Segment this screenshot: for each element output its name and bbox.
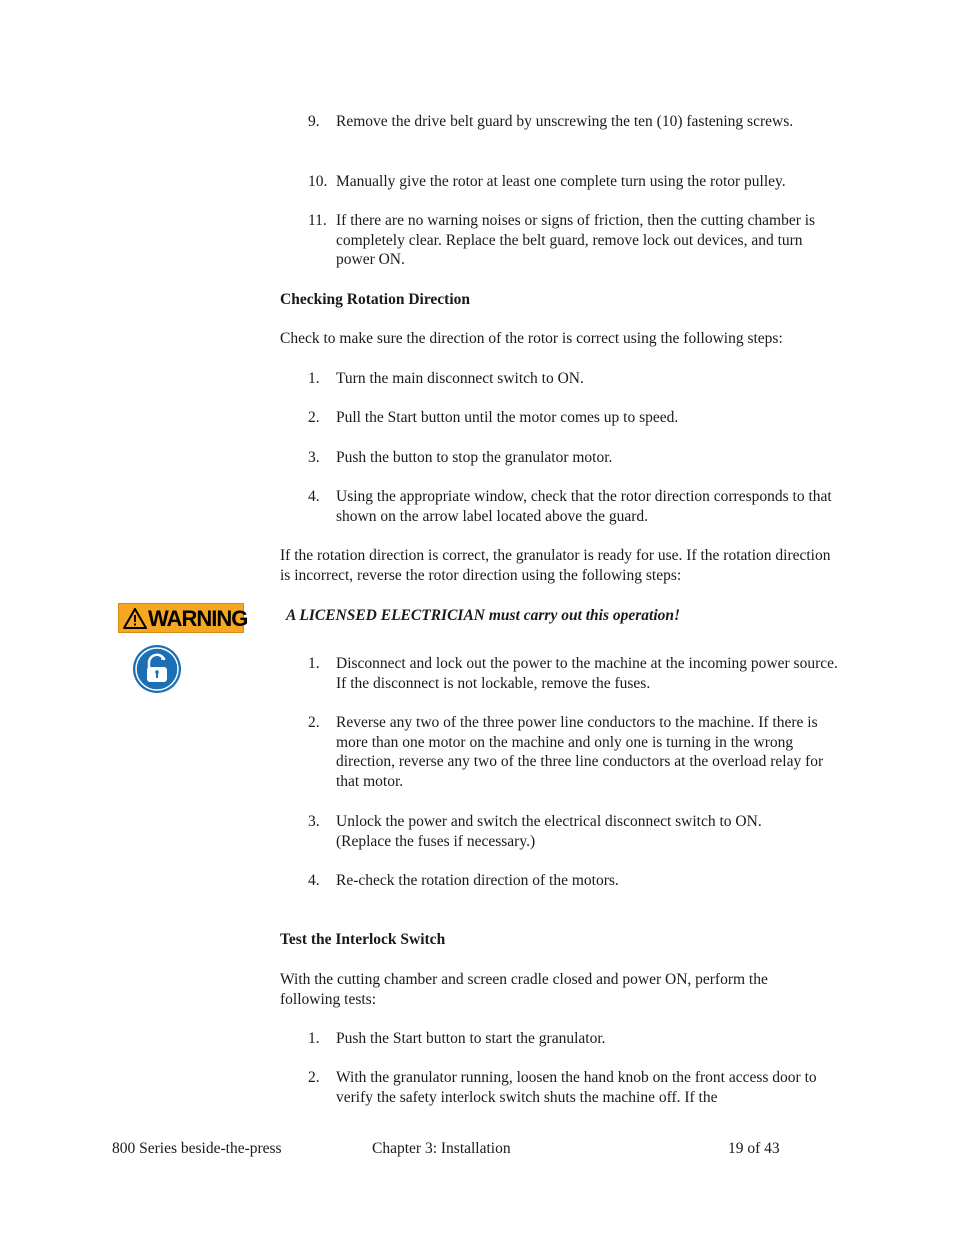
list-text: Using the appropriate window, check that the rotor direction corresponds to that shown on the arrow label located above the guard. [336,488,832,525]
warning-label: WARNING [148,606,248,631]
list-number: 1. [308,655,320,672]
list-number: 10. [308,173,328,190]
list-text: Pull the Start button until the motor comes up to speed. [336,409,679,426]
list-number: 1. [308,370,320,387]
list-text: Reverse any two of the three power line conductors to the machine. If there is more than one motor on the machine and only one is turning in the wrong direction, reverse any two of the three line conductors at the overload relay for that motor. [336,714,824,791]
section-heading-rotation: Checking Rotation Direction [280,291,471,308]
list-number: 3. [308,813,320,830]
list-number: 4. [308,488,320,505]
list-text: Re-check the rotation direction of the motors. [336,872,619,889]
list-text: Unlock the power and switch the electrical disconnect switch to ON. (Replace the fuses if necessary.) [336,813,762,850]
list-text: Turn the main disconnect switch to ON. [336,370,584,387]
list-text: With the granulator running, loosen the hand knob on the front access door to verify the safety interlock switch shuts the machine off. If the [336,1069,817,1106]
list-text: Manually give the rotor at least one complete turn using the rotor pulley. [336,173,786,190]
list-number: 2. [308,1069,320,1086]
lockout-padlock-icon [132,644,182,694]
footer-center: Chapter 3: Installation [372,1140,511,1157]
list-text: Remove the drive belt guard by unscrewing the ten (10) fastening screws. [336,113,794,130]
footer-page-number: 19 of 43 [728,1140,780,1157]
list-text: If there are no warning noises or signs of friction, then the cutting chamber is completely clear. Replace the belt guard, remove lock out devices, and turn power ON. [336,212,816,269]
warning-triangle-icon [123,608,147,629]
warning-text: A LICENSED ELECTRICIAN must carry out this operation! [286,607,681,624]
list-number: 11. [308,212,327,229]
list-number: 9. [308,113,320,130]
footer-left: 800 Series beside-the-press [112,1140,282,1157]
rotation-intro: Check to make sure the direction of the rotor is correct using the following steps: [280,330,783,347]
list-number: 4. [308,872,320,889]
list-number: 1. [308,1030,320,1047]
list-number: 2. [308,714,320,731]
rotation-after-text: If the rotation direction is correct, the granulator is ready for use. If the rotation direction is incorrect, reverse the rotor direction using the following steps: [280,547,831,584]
list-text: Disconnect and lock out the power to the machine at the incoming power source. If the disconnect is not lockable, remove the fuses. [336,655,838,692]
section-heading-interlock: Test the Interlock Switch [280,931,446,948]
list-text: Push the button to stop the granulator motor. [336,449,613,466]
warning-badge [118,603,248,633]
list-number: 3. [308,449,320,466]
list-text: Push the Start button to start the granulator. [336,1030,606,1047]
list-number: 2. [308,409,320,426]
interlock-intro: With the cutting chamber and screen cradle closed and power ON, perform the following tests: [280,971,768,1008]
